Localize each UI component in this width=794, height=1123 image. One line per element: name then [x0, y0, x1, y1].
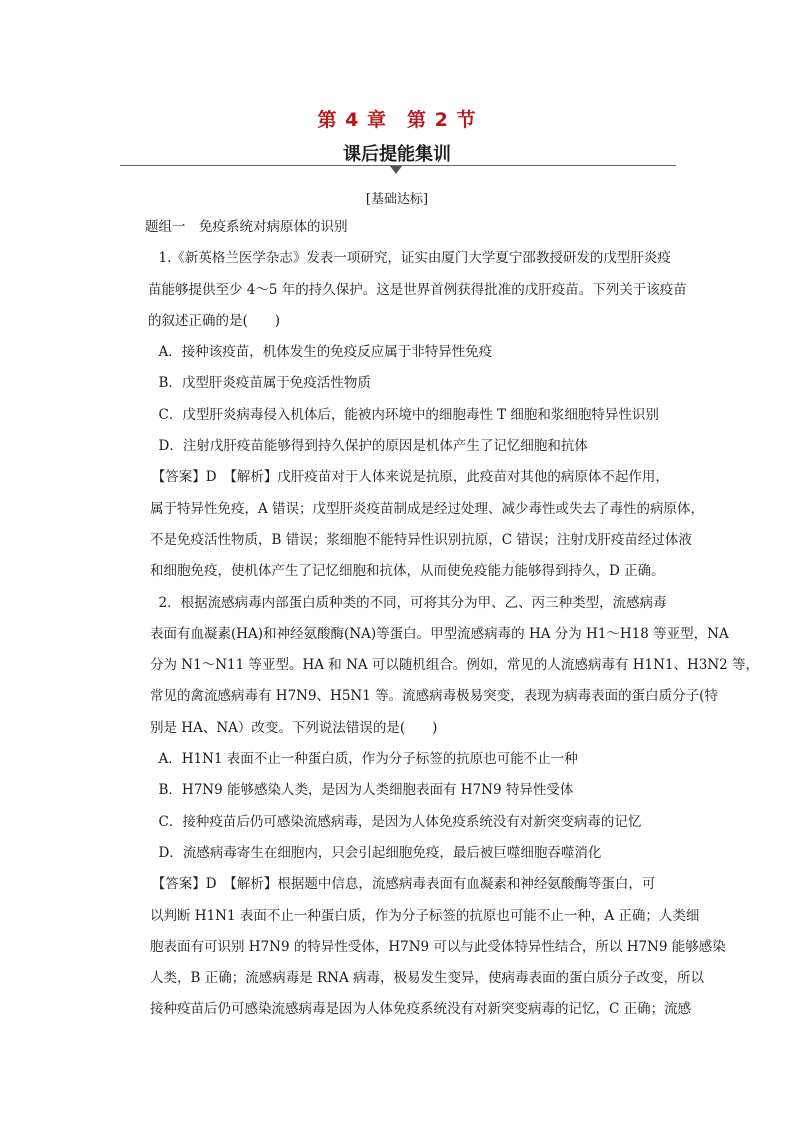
document-body	[145, 212, 760, 1026]
answer-1-line: 【答案】D 【解析】戊肝疫苗对于人体来说是抗原，此疫苗对其他的病原体不起作用，	[145, 469, 669, 486]
option-b: B．戊型肝炎疫苗属于免疫活性物质	[145, 375, 371, 392]
section-tag: [基础达标]	[365, 192, 429, 207]
question-1-line: 的叙述正确的是( )	[148, 312, 281, 329]
option-d: D．流感病毒寄生在细胞内，只会引起细胞免疫，最后被巨噬细胞吞噬消化	[145, 844, 602, 861]
answer-1-line: 和细胞免疫，使机体产生了记忆细胞和抗体，从而使免疫能力能够得到持久，D 正确。	[150, 563, 665, 580]
option-c: C．戊型肝炎病毒侵入机体后，能被内环境中的细胞毒性 T 细胞和浆细胞特异性识别	[145, 406, 659, 423]
answer-2-line: 【答案】D 【解析】根据题中信息，流感病毒表面有血凝素和神经氨酸酶等蛋白，可	[145, 876, 656, 893]
page-title: 课后提能集训	[343, 144, 451, 165]
question-2-line: 表面有血凝素(HA)和神经氨酸酶(NA)等蛋白。甲型流感病毒的 HA 分为 H1～H18 等亚型，NA	[150, 625, 729, 642]
option-a: A．H1N1 表面不止一种蛋白质，作为分子标签的抗原也可能不止一种	[145, 751, 578, 768]
answer-2-line: 人类，B 正确；流感病毒是 RNA 病毒，极易发生变异，使病毒表面的蛋白质分子改变，所以	[150, 970, 705, 987]
option-b: B．H7N9 能够感染人类，是因为人类细胞表面有 H7N9 特异性受体	[145, 782, 574, 799]
question-2-line: 2．根据流感病毒内部蛋白质种类的不同，可将其分为甲、乙、丙三种类型，流感病毒	[145, 594, 667, 611]
option-a: A．接种该疫苗，机体发生的免疫反应属于非特异性免疫	[145, 344, 493, 361]
triangle-marker-icon	[390, 166, 402, 174]
answer-2-line: 胞表面有可识别 H7N9 的特异性受体，H7N9 可以与此受体特异性结合，所以 H7N9 能够感染	[150, 938, 726, 955]
chapter-title: 第 4 章 第 2 节	[317, 109, 477, 131]
option-d: D．注射戊肝疫苗能够得到持久保护的原因是机体产生了记忆细胞和抗体	[145, 438, 588, 455]
answer-2-line: 以判断 H1N1 表面不止一种蛋白质，作为分子标签的抗原也可能不止一种，A 正确；人类细	[150, 907, 700, 924]
answer-1-line: 不是免疫活性物质，B 错误；浆细胞不能特异性识别抗原，C 错误；注射戊肝疫苗经过体液	[150, 531, 692, 548]
answer-1-line: 属于特异性免疫，A 错误；戊型肝炎疫苗制成是经过处理、减少毒性或失去了毒性的病原体，	[150, 500, 705, 517]
question-2-line: 分为 N1～N11 等亚型。HA 和 NA 可以随机组合。例如，常见的人流感病毒有 H1N1、H3N2 等，	[150, 657, 760, 674]
question-1-line: 1.《新英格兰医学杂志》发表一项研究，证实由厦门大学夏宁邵教授研发的戊型肝炎疫	[145, 250, 671, 267]
question-2-line: 常见的禽流感病毒有 H7N9、H5N1 等。流感病毒极易突变，表现为病毒表面的蛋白质分子(特	[150, 688, 718, 705]
answer-2-line: 接种疫苗后仍可感染流感病毒是因为人体免疫系统没有对新突变病毒的记忆，C 正确；流感	[150, 1001, 692, 1018]
option-c: C．接种疫苗后仍可感染流感病毒，是因为人体免疫系统没有对新突变病毒的记忆	[145, 813, 642, 830]
group-heading: 题组一 免疫系统对病原体的识别	[145, 219, 348, 235]
question-1-line: 苗能够提供至少 4～5 年的持久保护。这是世界首例获得批准的戊肝疫苗。下列关于该疫苗	[148, 281, 687, 298]
question-2-line: 别是 HA、NA）改变。下列说法错误的是( )	[150, 719, 438, 736]
